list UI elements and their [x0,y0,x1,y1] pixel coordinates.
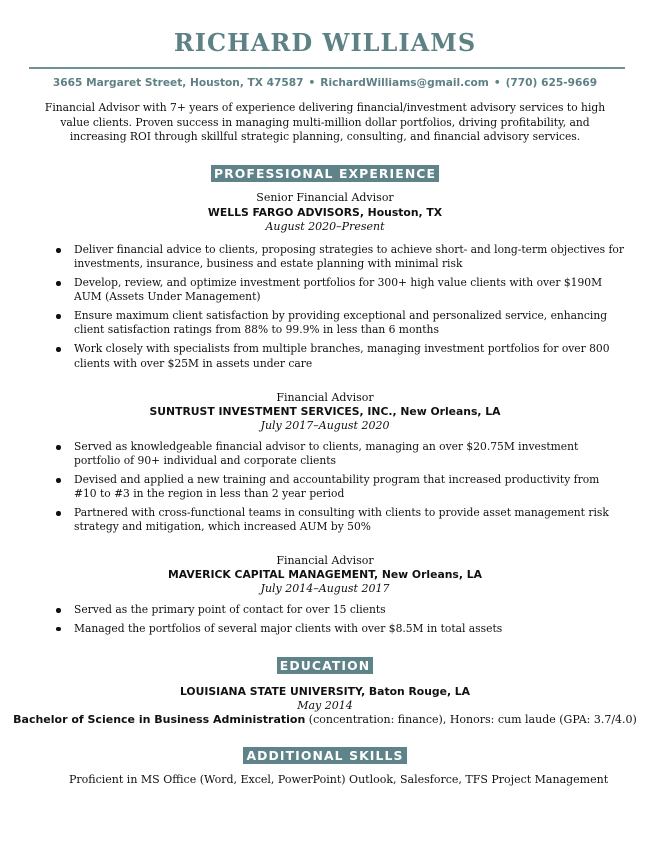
job-bullets [54,440,624,539]
employment-dates: July 2017–August 2020 [260,419,390,432]
list-item: Develop, review, and optimize investment portfolios for 300+ high value clients with over $190M AUM (Assets Under Management) [54,276,624,305]
job-bullets [54,603,624,641]
job-title: Senior Financial Advisor [256,191,394,204]
job-title: Financial Advisor [276,391,374,404]
contact-line [0,77,650,89]
list-item: Partnered with cross-functional teams in consulting with clients to provide asset management risk strategy and mitigation, which increased AUM by 50% [54,506,624,535]
job-title: Financial Advisor [276,554,374,567]
degree-line [0,713,650,726]
contact-separator: • [308,77,316,89]
list-item: Work closely with specialists from multiple branches, managing investment portfolios for over 800 clients with over $25M in assets under care [54,342,624,371]
skills-text: Proficient in MS Office (Word, Excel, PowerPoint) Outlook, Salesforce, TFS Project Management [69,773,609,786]
section-heading-experience [0,163,650,182]
job-bullets [54,243,624,375]
employment-dates: July 2014–August 2017 [260,582,390,595]
list-item: Managed the portfolios of several major clients with over $8.5M in total assets [54,622,624,636]
company-name: MAVERICK CAPITAL MANAGEMENT, New Orleans, LA [168,568,482,581]
email-link[interactable]: RichardWilliams@gmail.com [320,77,489,89]
address: 3665 Margaret Street, Houston, TX 47587 [52,77,304,89]
section-heading-education [0,655,650,674]
header-divider [29,67,625,69]
section-heading-label: PROFESSIONAL EXPERIENCE [211,165,439,182]
list-item: Devised and applied a new training and accountability program that increased productivity from #10 to #3 in the region in less than 2 year period [54,473,624,502]
section-heading-label: EDUCATION [277,657,373,674]
section-heading-skills [0,745,650,764]
candidate-name: RICHARD WILLIAMS [173,28,477,57]
phone-number: (770) 625-9669 [505,77,598,89]
graduation-date: May 2014 [297,699,353,712]
section-heading-label: ADDITIONAL SKILLS [243,747,406,764]
professional-summary: Financial Advisor with 7+ years of experience delivering financial/investment advisory services to high value clients. Proven success in managing multi-million dollar portfolios, driving profitability, and increasing ROI through skillful strategic planning, consulting, and financial advisory services. [44,101,606,144]
degree-name: Bachelor of Science in Business Administration [13,713,306,726]
employment-dates: August 2020–Present [265,220,385,233]
contact-separator: • [493,77,501,89]
degree-details: (concentration: finance), Honors: cum laude (GPA: 3.7/4.0) [305,713,637,726]
list-item: Ensure maximum client satisfaction by providing exceptional and personalized service, enhancing client satisfaction ratings from 88% to 99.9% in less than 6 months [54,309,624,338]
school-name: LOUISIANA STATE UNIVERSITY, Baton Rouge, LA [179,685,471,698]
list-item: Deliver financial advice to clients, proposing strategies to achieve short- and long-term objectives for investments, insurance, business and estate planning with minimal risk [54,243,624,272]
company-name: SUNTRUST INVESTMENT SERVICES, INC., New Orleans, LA [149,405,501,418]
list-item: Served as knowledgeable financial advisor to clients, managing an over $20.75M investment portfolio of 90+ individual and corporate clients [54,440,624,469]
list-item: Served as the primary point of contact for over 15 clients [54,603,624,617]
company-name: WELLS FARGO ADVISORS, Houston, TX [207,206,443,219]
